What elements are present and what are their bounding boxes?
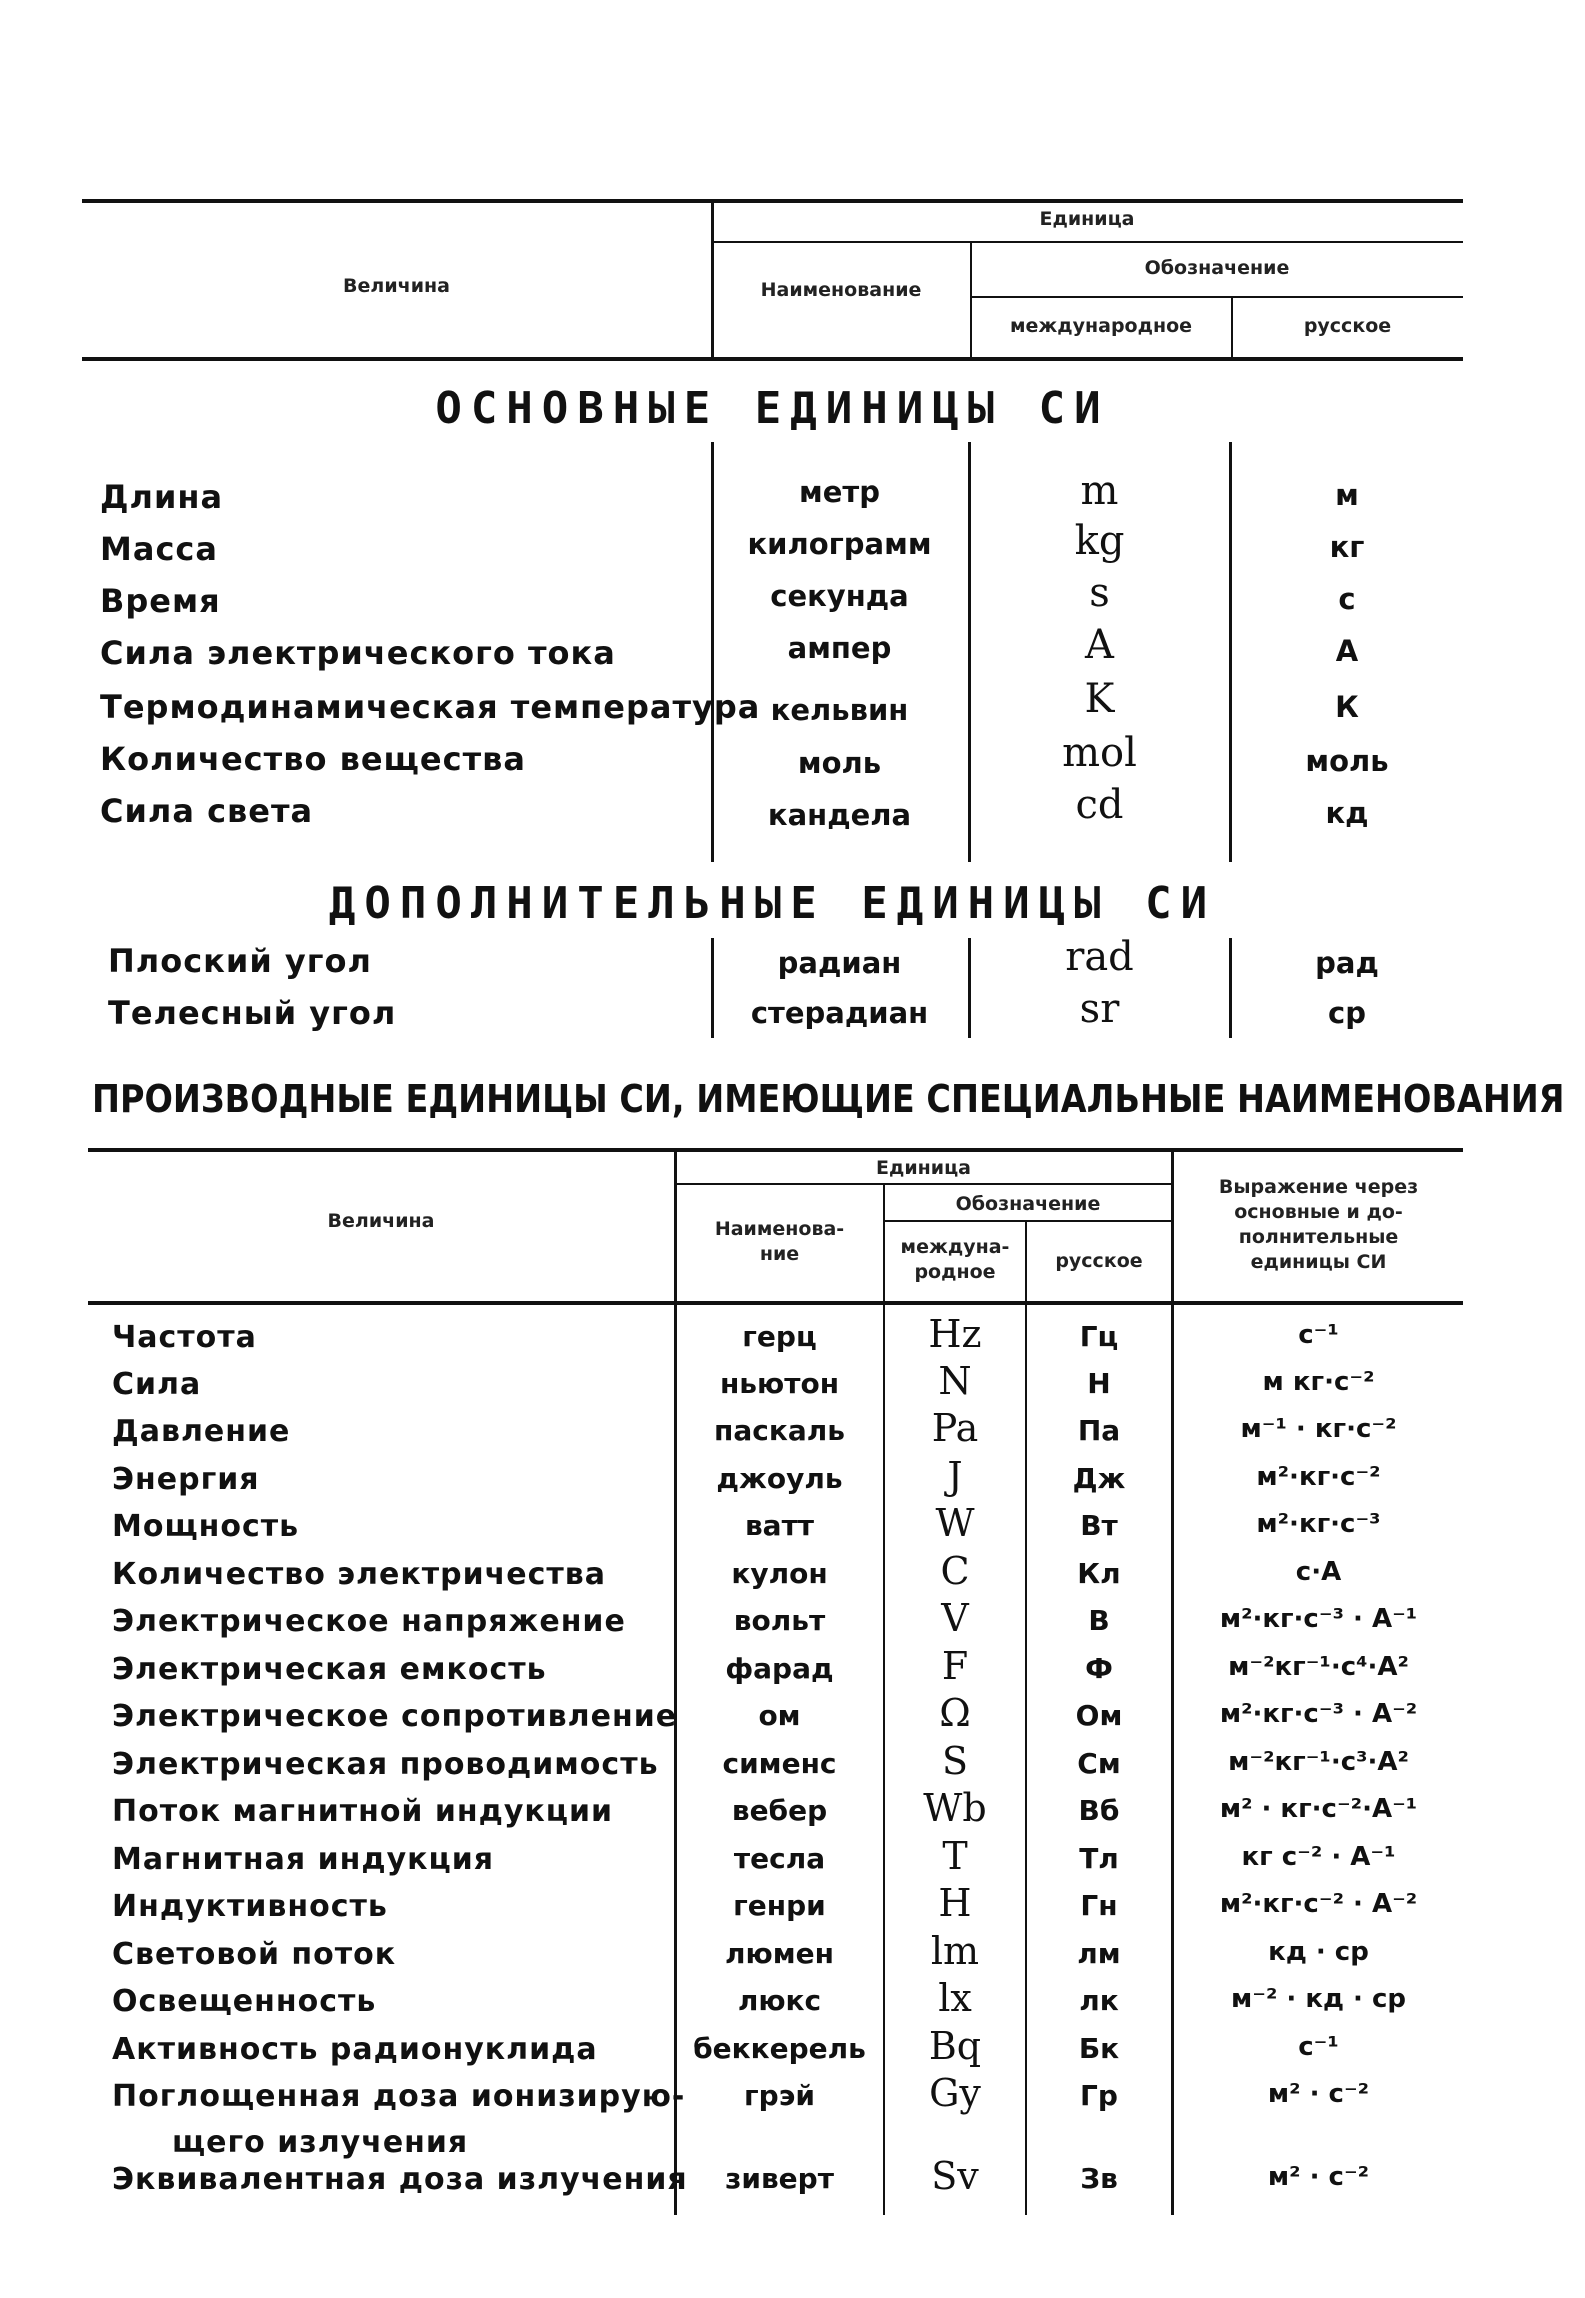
base-rus-symbol: моль <box>1305 744 1389 778</box>
base-quantity: Масса <box>100 530 218 568</box>
derived-quantity: Индуктивность <box>112 1889 388 1924</box>
header-international: международное <box>1009 315 1193 337</box>
base-rus-symbol: с <box>1338 582 1356 616</box>
derived-expression: м² · с⁻² <box>1267 2162 1370 2192</box>
base-intl-symbol: A <box>1085 622 1114 668</box>
derived-unit-name: паскаль <box>714 1414 845 1447</box>
derived-quantity: Частота <box>112 1320 257 1355</box>
base-rus-symbol: А <box>1335 634 1359 668</box>
base-rus-symbol: К <box>1335 690 1359 724</box>
derived-rus-symbol: См <box>1077 1747 1121 1780</box>
derived-unit-name: зиверт <box>725 2162 834 2195</box>
base-unit-name: кандела <box>767 798 912 832</box>
header-designation-rule <box>971 296 1463 298</box>
derived-rus-symbol: Гр <box>1080 2079 1118 2112</box>
derived-header-expr-line4: единицы СИ <box>1250 1251 1387 1273</box>
derived-quantity: Освещенность <box>112 1984 377 2019</box>
supp-rus-symbol: ср <box>1328 996 1366 1030</box>
base-quantity: Количество вещества <box>100 740 526 778</box>
supp-intl-symbol: sr <box>1079 986 1120 1032</box>
derived-top-rule <box>88 1148 1463 1152</box>
derived-rus-symbol: Н <box>1087 1367 1111 1400</box>
derived-intl-symbol: C <box>940 1549 970 1593</box>
derived-quantity: Электрическое сопротивление <box>112 1699 678 1734</box>
derived-header-intl-line2: родное <box>914 1261 996 1283</box>
derived-expression: м⁻² · кд · ср <box>1231 1984 1406 2014</box>
derived-expression: м²·кг·с⁻³ · А⁻¹ <box>1219 1604 1418 1634</box>
header-quantity: Величина <box>343 275 450 297</box>
derived-header-unit: Единица <box>876 1157 971 1179</box>
derived-rus-symbol: Бк <box>1078 2032 1120 2065</box>
derived-expression: м²·кг·с⁻³ · А⁻² <box>1219 1699 1418 1729</box>
derived-rus-symbol: Тл <box>1079 1842 1119 1875</box>
header-designation: Обозначение <box>1144 257 1290 279</box>
base-quantity: Сила электрического тока <box>100 634 616 672</box>
derived-intl-symbol: H <box>938 1881 972 1925</box>
base-intl-symbol: kg <box>1074 518 1125 564</box>
derived-intl-symbol: lx <box>938 1976 972 2020</box>
derived-unit-name: ом <box>758 1699 801 1732</box>
derived-expression: м кг·с⁻² <box>1262 1367 1375 1397</box>
derived-header-designation: Обозначение <box>955 1193 1101 1215</box>
base-intl-symbol: cd <box>1075 782 1124 828</box>
derived-intl-symbol: F <box>941 1644 969 1688</box>
supp-rus-symbol: рад <box>1315 946 1379 980</box>
derived-expression: с·А <box>1295 1557 1342 1587</box>
derived-unit-name: джоуль <box>716 1462 843 1495</box>
derived-intl-symbol: J <box>947 1454 963 1498</box>
base-unit-name: кельвин <box>770 693 909 727</box>
supp-unit-name: стерадиан <box>750 996 929 1030</box>
derived-quantity-cont: щего излучения <box>172 2125 469 2160</box>
derived-unit-name: генри <box>733 1889 826 1922</box>
derived-quantity: Поглощенная доза ионизирую- <box>112 2079 686 2114</box>
base-intl-symbol: mol <box>1062 730 1137 776</box>
derived-expression: м² · с⁻² <box>1267 2079 1370 2109</box>
derived-rus-symbol: Ф <box>1085 1652 1113 1685</box>
derived-unit-name: вольт <box>733 1604 826 1637</box>
header-unit-rule <box>711 241 1463 243</box>
derived-rus-symbol: Ом <box>1075 1699 1123 1732</box>
derived-quantity: Электрическая проводимость <box>112 1747 659 1782</box>
derived-intl-symbol: Gy <box>929 2071 981 2115</box>
derived-expression: с⁻¹ <box>1298 1320 1339 1350</box>
derived-expression: м²·кг·с⁻² · А⁻² <box>1219 1889 1418 1919</box>
derived-intl-symbol: N <box>938 1359 972 1403</box>
derived-intl-symbol: Ω <box>939 1691 971 1735</box>
derived-intl-symbol: Bq <box>928 2024 982 2068</box>
derived-header-expr-line2: основные и до- <box>1234 1201 1403 1223</box>
derived-designation-rule <box>884 1220 1172 1222</box>
base-quantity: Сила света <box>100 792 314 830</box>
derived-quantity: Магнитная индукция <box>112 1842 494 1877</box>
derived-unit-name: люмен <box>725 1937 834 1970</box>
derived-header-name-line2: ние <box>759 1243 800 1265</box>
derived-expression: м²·кг·с⁻² <box>1256 1462 1381 1492</box>
derived-rus-symbol: Гц <box>1079 1320 1119 1353</box>
derived-quantity: Энергия <box>112 1462 260 1497</box>
derived-unit-name: ватт <box>744 1509 815 1542</box>
section-derived-title: ПРОИЗВОДНЫЕ ЕДИНИЦЫ СИ, ИМЕЮЩИЕ СПЕЦИАЛЬНЫЕ НАИМЕНОВАНИЯ <box>92 1077 1565 1121</box>
base-rus-symbol: кд <box>1325 796 1369 830</box>
derived-intl-symbol: Sv <box>931 2154 979 2198</box>
derived-quantity: Эквивалентная доза излучения <box>112 2162 688 2197</box>
base-unit-name: килограмм <box>747 527 932 561</box>
derived-expression: м² · кг·с⁻²·А⁻¹ <box>1219 1794 1418 1824</box>
section-supp-title: ДОПОЛНИТЕЛЬНЫЕ ЕДИНИЦЫ СИ <box>328 878 1217 929</box>
header-russian: русское <box>1303 315 1392 337</box>
base-intl-symbol: m <box>1080 468 1119 514</box>
derived-unit-name: вебер <box>731 1794 828 1827</box>
derived-expression: кг с⁻² · А⁻¹ <box>1241 1842 1396 1872</box>
derived-rus-symbol: Кл <box>1077 1557 1121 1590</box>
derived-unit-name: герц <box>742 1320 817 1353</box>
header-name: Наименование <box>760 279 922 301</box>
derived-rus-symbol: Вб <box>1078 1794 1120 1827</box>
derived-expression: кд · ср <box>1268 1937 1369 1967</box>
derived-quantity: Сила <box>112 1367 202 1402</box>
derived-unit-name: беккерель <box>693 2032 866 2065</box>
derived-quantity: Давление <box>112 1414 291 1449</box>
supp-unit-name: радиан <box>777 946 902 980</box>
derived-expression: м⁻¹ · кг·с⁻² <box>1240 1414 1397 1444</box>
derived-intl-symbol: W <box>935 1501 975 1545</box>
derived-header-bottom-rule <box>88 1301 1463 1305</box>
derived-unit-name: кулон <box>731 1557 828 1590</box>
derived-rus-symbol: лм <box>1077 1937 1121 1970</box>
derived-quantity: Активность радионуклида <box>112 2032 598 2067</box>
header-unit: Единица <box>1039 208 1135 230</box>
derived-quantity: Электрическая емкость <box>112 1652 547 1687</box>
derived-intl-symbol: Wb <box>923 1786 987 1830</box>
derived-rus-symbol: Дж <box>1072 1462 1126 1495</box>
derived-unit-rule <box>675 1183 1172 1185</box>
base-rus-symbol: кг <box>1329 530 1365 564</box>
section-base-title: ОСНОВНЫЕ ЕДИНИЦЫ СИ <box>435 383 1110 434</box>
base-unit-name: моль <box>797 746 882 780</box>
derived-intl-symbol: Hz <box>928 1312 982 1356</box>
base-quantity: Время <box>100 582 221 620</box>
derived-header-expr-line3: полнительные <box>1238 1226 1399 1248</box>
derived-expression: м²·кг·с⁻³ <box>1256 1509 1381 1539</box>
derived-quantity: Электрическое напряжение <box>112 1604 626 1639</box>
derived-unit-name: тесла <box>733 1842 826 1875</box>
derived-header-intl-line1: междуна- <box>900 1236 1010 1258</box>
base-unit-name: ампер <box>787 631 892 665</box>
derived-unit-name: ньютон <box>719 1367 840 1400</box>
derived-rus-symbol: Гн <box>1080 1889 1118 1922</box>
derived-intl-symbol: S <box>941 1739 969 1783</box>
derived-intl-symbol: T <box>942 1834 968 1878</box>
derived-unit-name: фарад <box>725 1652 834 1685</box>
derived-intl-symbol: Pa <box>931 1406 979 1450</box>
header-bottom-rule <box>82 357 1463 361</box>
base-intl-symbol: K <box>1084 676 1115 722</box>
derived-header-russian: русское <box>1055 1250 1143 1272</box>
base-quantity: Термодинамическая температура <box>100 688 761 726</box>
derived-rus-symbol: Вт <box>1080 1509 1118 1542</box>
derived-unit-name: сименс <box>722 1747 837 1780</box>
derived-quantity: Количество электричества <box>112 1557 606 1592</box>
derived-rus-symbol: Па <box>1077 1414 1121 1447</box>
derived-quantity: Мощность <box>112 1509 300 1544</box>
derived-unit-name: грэй <box>744 2079 815 2112</box>
base-rus-symbol: м <box>1335 478 1359 512</box>
derived-expression: м⁻²кг⁻¹·с³·А² <box>1228 1747 1409 1777</box>
derived-header-expr-line1: Выражение через <box>1218 1176 1419 1198</box>
derived-rus-symbol: В <box>1088 1604 1110 1637</box>
derived-expression: м⁻²кг⁻¹·с⁴·А² <box>1228 1652 1409 1682</box>
derived-header-quantity: Величина <box>327 1210 435 1232</box>
derived-unit-name: люкс <box>737 1984 822 2017</box>
base-unit-name: секунда <box>770 579 909 613</box>
derived-intl-symbol: lm <box>930 1929 980 1973</box>
derived-intl-symbol: V <box>941 1596 969 1640</box>
top-rule <box>82 199 1463 203</box>
derived-quantity: Световой поток <box>112 1937 397 1972</box>
base-unit-name: метр <box>799 475 880 509</box>
supp-quantity: Плоский угол <box>108 942 372 980</box>
base-intl-symbol: s <box>1089 570 1110 616</box>
derived-expression: с⁻¹ <box>1298 2032 1339 2062</box>
supp-intl-symbol: rad <box>1065 934 1134 980</box>
derived-header-name-line1: Наименова- <box>714 1218 845 1240</box>
derived-rus-symbol: Зв <box>1080 2162 1118 2195</box>
supp-quantity: Телесный угол <box>108 994 397 1032</box>
base-quantity: Длина <box>100 478 224 516</box>
derived-rus-symbol: лк <box>1079 1984 1119 2017</box>
derived-quantity: Поток магнитной индукции <box>112 1794 614 1829</box>
